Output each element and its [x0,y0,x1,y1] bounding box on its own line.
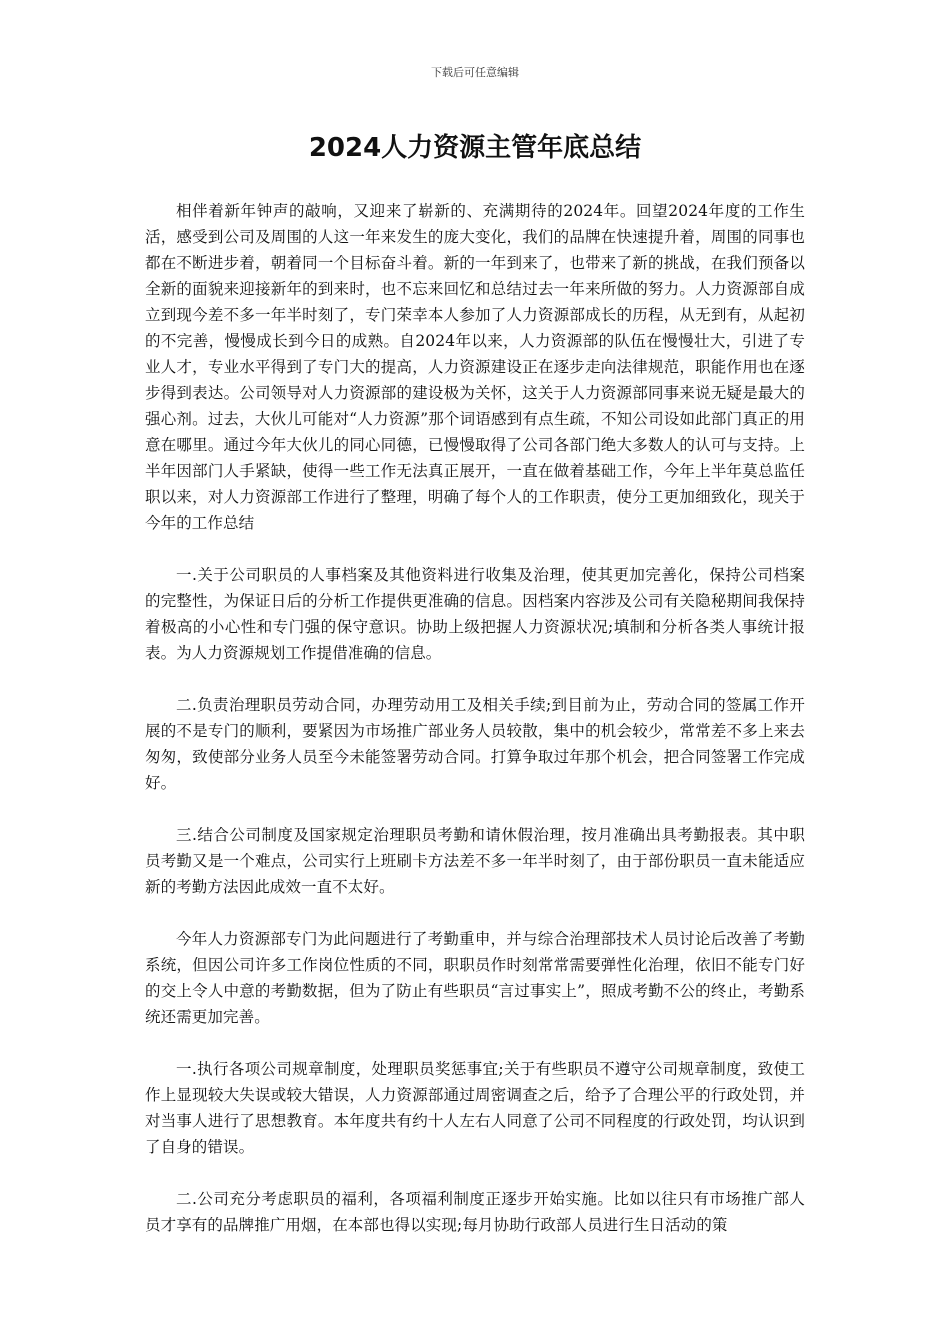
paragraph-intro: 相伴着新年钟声的敲响，又迎来了崭新的、充满期待的2024年。回望2024年度的工作生活，感受到公司及周围的人这一年来发生的庞大变化，我们的品牌在快速提升着，周围的同事也都在不断进步着，朝着同一个目标奋斗着。新的一年到来了，也带来了新的挑战，在我们预备以全新的面貌来迎接新年的到来时，也不忘来回忆和总结过去一年来所做的努力。人力资源部自成立到现今差不多一年半时刻了，专门荣幸本人参加了人力资源部成长的历程，从无到有，从起初的不完善，慢慢成长到今日的成熟。自2024年以来，人力资源部的队伍在慢慢壮大，引进了专业人才，专业水平得到了专门大的提高，人力资源建设正在逐步走向法律规范，职能作用也在逐步得到表达。公司领导对人力资源部的建设极为关怀，这关于人力资源部同事来说无疑是最大的强心剂。过去，大伙儿可能对“人力资源”那个词语感到有点生疏，不知公司设如此部门真正的用意在哪里。通过今年大伙儿的同心同德，已慢慢取得了公司各部门绝大多数人的认可与支持。上半年因部门人手紧缺，使得一些工作无法真正展开，一直在做着基础工作，今年上半年莫总监任职以来，对人力资源部工作进行了整理，明确了每个人的工作职责，使分工更加细致化，现关于今年的工作总结 [145,202,805,532]
paragraph-archives: 一.关于公司职员的人事档案及其他资料进行收集及治理，使其更加完善化，保持公司档案的完整性，为保证日后的分析工作提供更准确的信息。因档案内容涉及公司有关隐秘期间我保持着极高的小心性和专门强的保守意识。协助上级把握人力资源状况;填制和分析各类人事统计报表。为人力资源规划工作提借准确的信息。 [145,566,805,662]
paragraph-attendance: 三.结合公司制度及国家规定治理职员考勤和请休假治理，按月准确出具考勤报表。其中职员考勤又是一个难点，公司实行上班刷卡方法差不多一年半时刻了，由于部份职员一直未能适应新的考勤方法因此成效一直不太好。 [145,826,805,896]
paragraph-attendance-system: 今年人力资源部专门为此问题进行了考勤重申，并与综合治理部技术人员讨论后改善了考勤系统，但因公司许多工作岗位性质的不同，职职员作时刻常常需要弹性化治理，依旧不能专门好的交上令人中意的考勤数据，但为了防止有些职员“言过事实上”，照成考勤不公的终止，考勤系统还需更加完善。 [145,930,805,1026]
document-body [145,198,805,1264]
paragraph-welfare: 二.公司充分考虑职员的福利，各项福利制度正逐步开始实施。比如以往只有市场推广部人员才享有的品牌推广用烟，在本部也得以实现;每月协助行政部人员进行生日活动的策 [145,1190,805,1234]
document-title: 2024人力资源主管年底总结 [308,133,642,163]
header-note: 下载后可任意编辑 [431,66,519,79]
paragraph-rules-discipline: 一.执行各项公司规章制度，处理职员奖惩事宜;关于有些职员不遵守公司规章制度，致使工作上显现较大失误或较大错误，人力资源部通过周密调查之后，给予了合理公平的行政处罚，并对当事人进行了思想教育。本年度共有约十人左右人同意了公司不同程度的行政处罚，均认识到了自身的错误。 [145,1060,805,1156]
paragraph-labor-contracts: 二.负责治理职员劳动合同，办理劳动用工及相关手续;到目前为止，劳动合同的签属工作开展的不是专门的顺利，要紧因为市场推广部业务人员较散，集中的机会较少，常常差不多上来去匆匆，致使部分业务人员至今未能签署劳动合同。打算争取过年那个机会，把合同签署工作完成好。 [145,696,805,792]
